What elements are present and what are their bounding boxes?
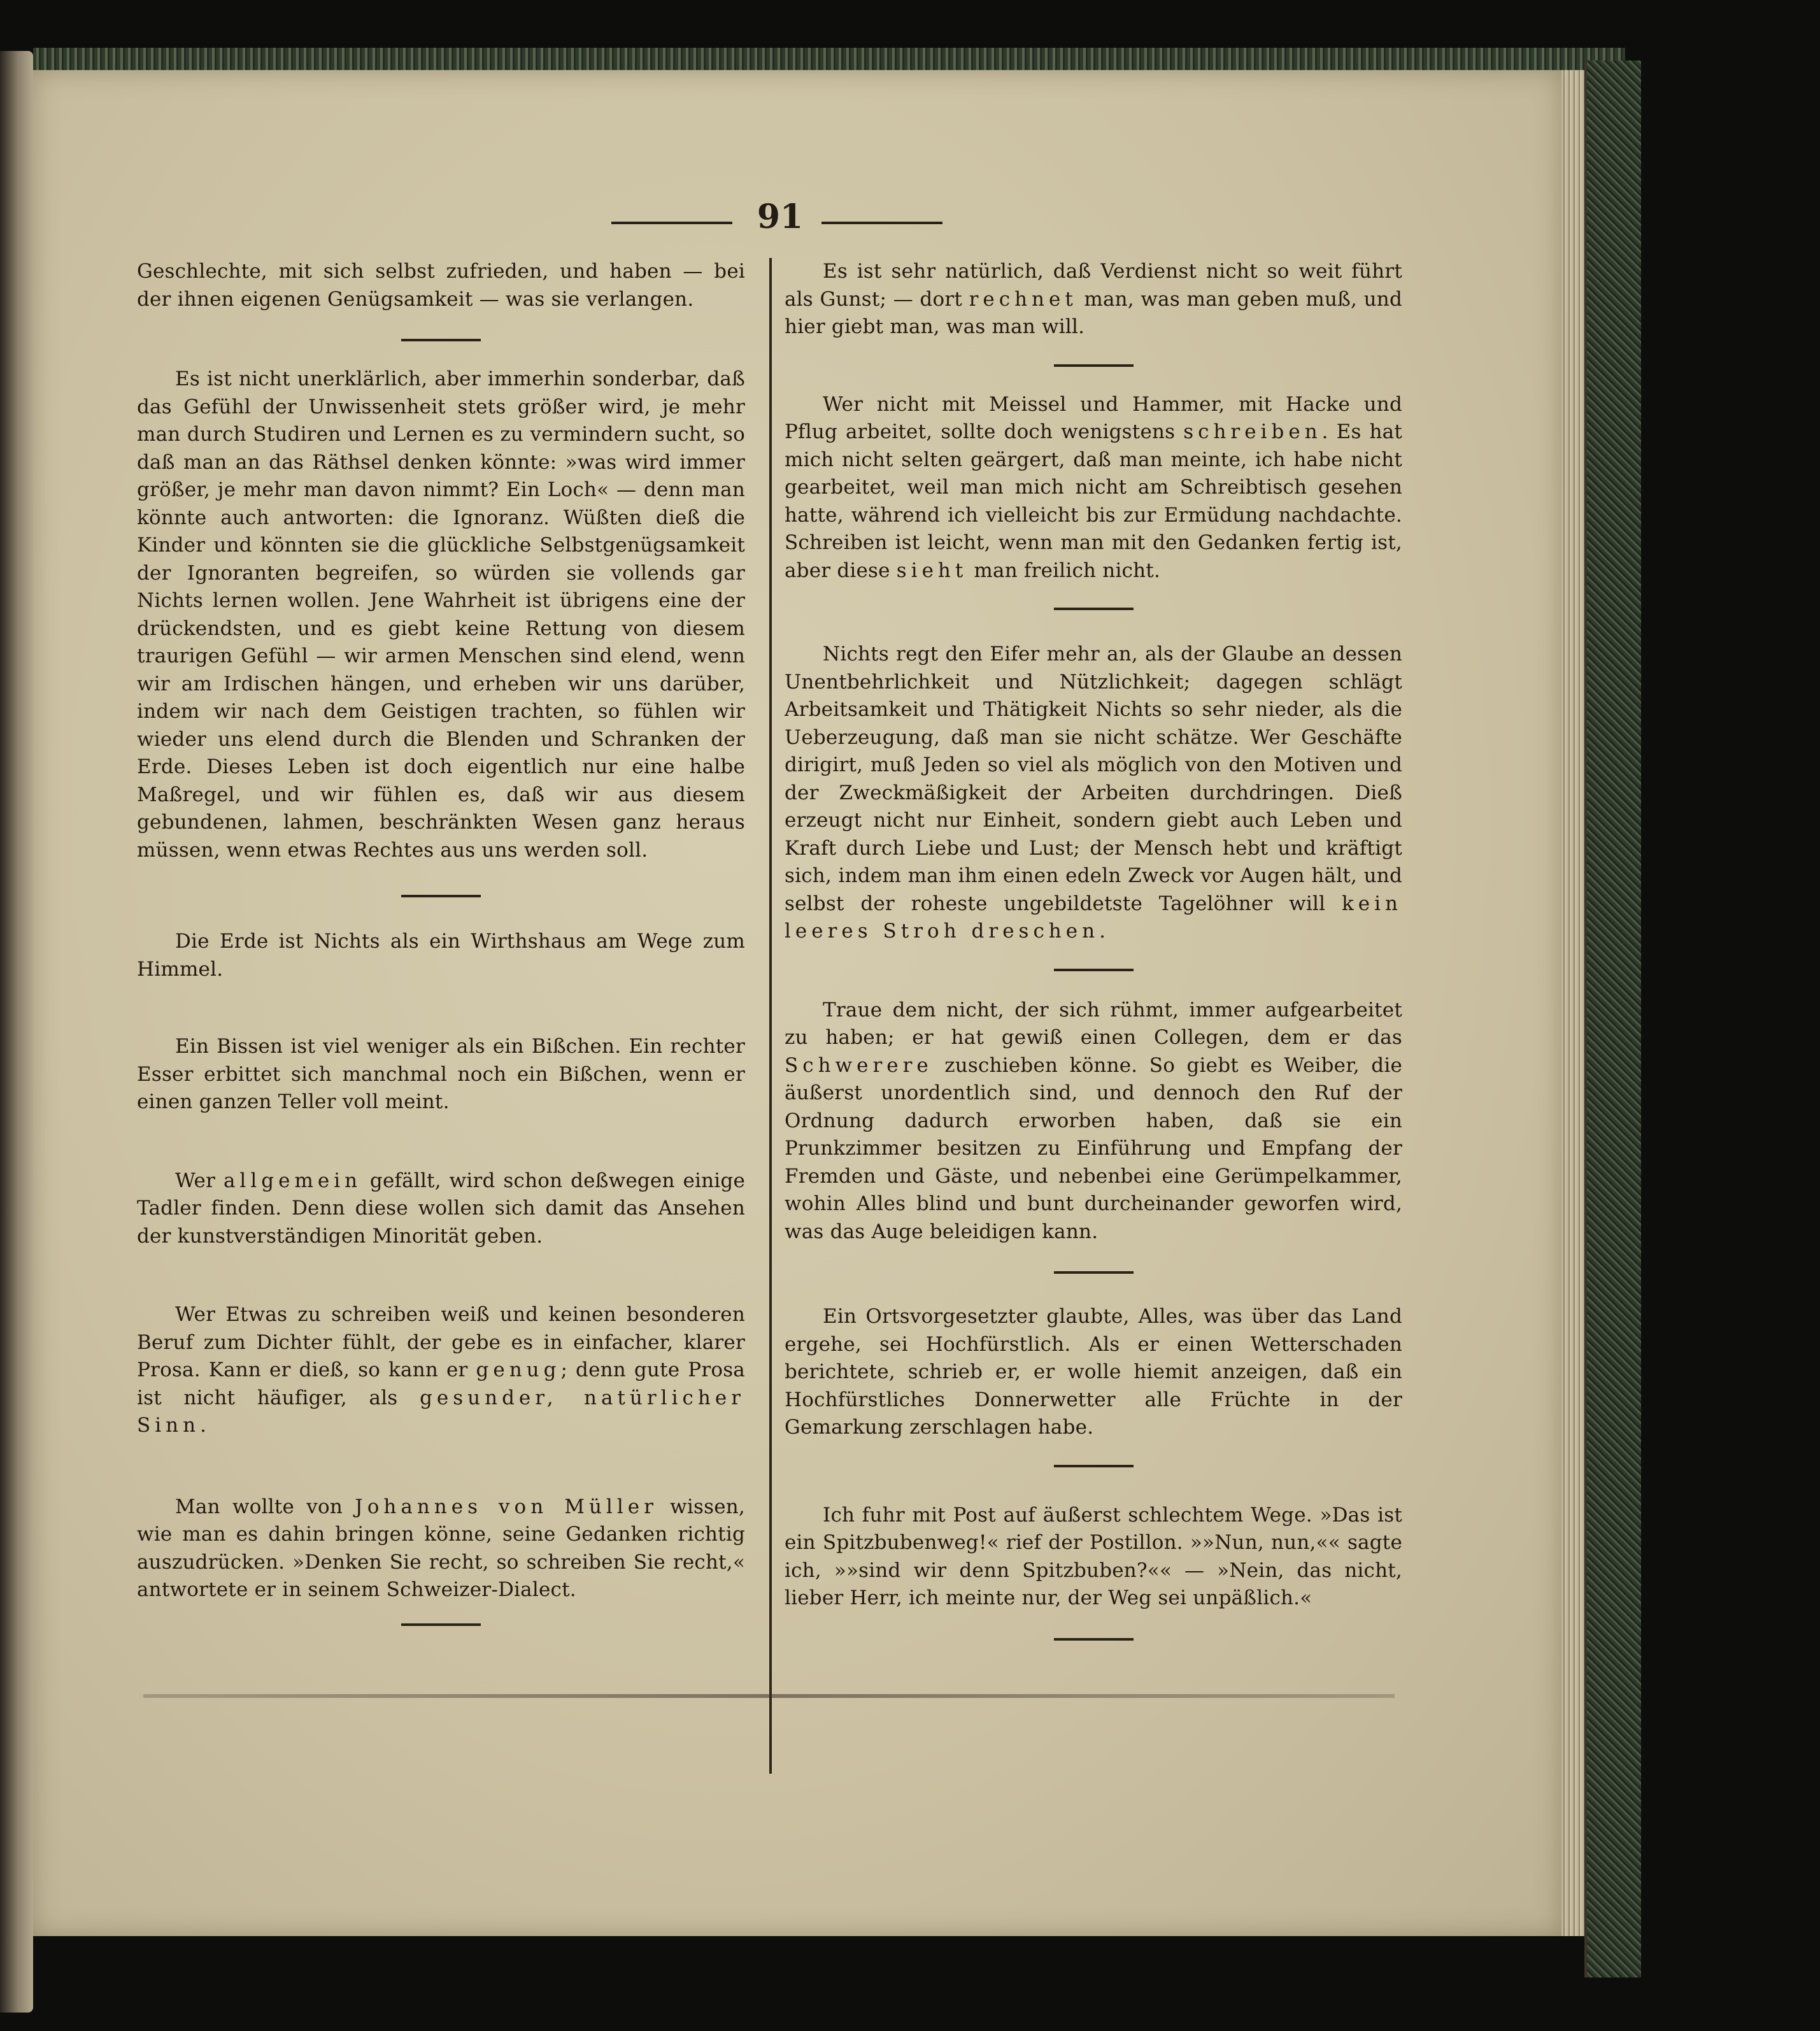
text-run: Wer nicht mit Meissel und Hammer, mit Hacke und Pflug arbeitet, sollte doch wenigstens [785,392,1402,443]
emphasis-text: Schwerere [785,1053,933,1077]
paragraph [137,1493,745,1604]
section-separator [401,1623,481,1626]
emphasis-text: genug [476,1358,561,1381]
paragraph [137,1301,745,1440]
emphasis-text: rechnet [969,287,1077,311]
paragraph: Ein Bissen ist viel weniger als ein Bißchen. Ein rechter Esser erbittet sich manchmal noch ein Bißchen, wenn er einen ganzen Teller voll meint. [137,1035,745,1113]
section-separator [401,895,481,897]
text-run: Man wollte von [175,1495,355,1518]
paragraph [785,391,1402,585]
text-run: Es ist sehr natürlich, daß Verdienst nicht so weit führt als Gunst; — dort [785,260,1402,311]
book-cover-top-edge [33,48,1625,73]
section-separator [1054,608,1134,610]
emphasis-text: sieht [896,559,968,582]
paragraph [137,1167,745,1251]
text-run: Traue dem nicht, der sich rühmt, immer aufgearbeitet zu haben; er hat gewiß einen Collegen, dem er das [785,998,1402,1049]
paragraph [785,258,1402,341]
book-spine [0,51,33,2013]
left-column [137,258,745,1626]
paragraph [785,641,1402,946]
text-run: man, was man geben muß, und hier giebt man, was man will. [785,287,1402,338]
text-run: zuschieben könne. So giebt es Weiber, die äußerst unordentlich sind, und dennoch den Ruf der Ordnung dadurch erworben haben, daß sie ein Prunkzimmer besitzen zu Einführung und Empfang der Fremden und Gäste, und nebenbei eine Gerümpelkammer, wohin Alles blind und bunt durcheinander geworfen wird, was das Auge beleidigen kann. [785,1053,1402,1243]
text-run: . Es hat mich nicht selten geärgert, daß man meinte, ich habe nicht gearbeitet, weil man mich nicht am Schreibtisch gesehen hatte, während ich vielleicht bis zur Ermüdung nachdachte. Schreiben ist leicht, wenn man mit den Gedanken fertig ist, aber diese [785,420,1402,582]
paragraph: Es ist nicht unerklärlich, aber immerhin sonderbar, daß das Gefühl der Unwissenheit stets größer wird, je mehr man durch Studiren und Lernen es zu vermindern sucht, so daß man an das Räthsel denken könnte: »was wird immer größer, je mehr man davon nimmt? Ein Loch« — denn man könnte auch antworten: die Ignoranz. Wüßten dieß die Kinder und könnten sie die glückliche Selbstgenügsamkeit der Ignoranten begreifen, so würden sie vollends gar Nichts lernen wollen. Jene Wahrheit ist übrigens eine der drückendsten, und es giebt keine Rettung von diesem traurigen Gefühl — wir armen Menschen sind elend, wenn wir am Irdischen hängen, und erheben wir uns darüber, indem wir nach dem Geistigen trachten, so fühlen wir wieder uns elend durch die Blenden und Schranken der Erde. Dieses Leben ist doch eigentlich nur eine halbe Maßregel, und wir fühlen es, daß wir aus diesem gebundenen, lahmen, beschränkten Wesen ganz heraus müssen, wenn etwas Rechtes aus uns werden soll. [137,367,745,862]
text-run: . [200,1414,207,1437]
emphasis-text: schreiben [1183,420,1322,443]
book-cover-edge [1584,61,1641,1978]
column-divider [769,258,772,1774]
paragraph [785,997,1402,1246]
paragraph: Geschlechte, mit sich selbst zufrieden, und haben — bei der ihnen eigenen Genügsamkeit — was sie verlangen. [137,260,745,311]
section-separator [1054,969,1134,971]
paragraph: Ich fuhr mit Post auf äußerst schlechtem Wege. »Das ist ein Spitzbubenweg!« rief der Postillon. »»Nun, nun,«« sagte ich, »»sind wir denn Spitzbuben?«« — »Nein, das nicht, lieber Herr, ich meinte nur, der Weg sei unpäßlich.« [785,1503,1402,1609]
text-run: ; denn gute Prosa ist nicht häufiger, als [137,1358,745,1409]
paragraph: Die Erde ist Nichts als ein Wirthshaus am Wege zum Himmel. [137,930,745,981]
bleed-through-rule [143,1694,1395,1698]
text-run: gefällt, wird schon deßwegen einige Tadler finden. Denn diese wollen sich damit das Ansehen der kunstverständigen Minorität geben. [137,1169,746,1248]
page-number: 91 [757,197,804,236]
section-separator [1054,1638,1134,1641]
header-rule-left [611,222,732,224]
emphasis-text: Johannes von Müller [355,1495,658,1518]
section-separator [401,339,481,341]
emphasis-text: gesunder, natürlicher Sinn [137,1386,745,1437]
text-run: Wer [175,1169,224,1192]
section-separator [1054,1465,1134,1467]
text-run: Wer Etwas zu schreiben weiß und keinen besonderen Beruf zum Dichter fühlt, der gebe es in einfacher, klarer Prosa. Kann er dieß, so kann er [137,1303,745,1381]
text-run: Nichts regt den Eifer mehr an, als der Glaube an dessen Unentbehrlichkeit und Nützlichkeit; dagegen schlägt Arbeitsamkeit und Thätigkeit Nichts so sehr nieder, als die Ueberzeugung, daß man sie nicht schätze. Wer Geschäfte dirigirt, muß Jeden so viel als möglich von den Motiven und der Zweckmäßigkeit der Arbeiten durchdringen. Dieß erzeugt nicht nur Einheit, sondern giebt auch Leben und Kraft durch Liebe und Lust; der Mensch hebt und kräftigt sich, indem man ihm einen edeln Zweck vor Augen hält, und selbst der roheste ungebildetste Tagelöhner will [785,643,1402,915]
text-run: wissen, wie man es dahin bringen könne, seine Gedanken richtig auszudrücken. »Denken Sie recht, so schreiben Sie recht,« antwortete er in seinem Schweizer-Dialect. [137,1495,745,1601]
section-separator [1054,364,1134,367]
text-run: man freilich nicht. [967,559,1160,582]
text-run: . [1099,920,1106,943]
page-edges [1561,70,1584,1936]
emphasis-text: kein leeres Stroh dreschen [785,892,1402,943]
right-column [785,258,1402,1641]
page-header [611,197,968,242]
header-rule-right [821,222,942,224]
emphasis-text: allgemein [223,1169,362,1192]
section-separator [1054,1271,1134,1274]
paragraph: Ein Ortsvorgesetzter glaubte, Alles, was über das Land ergehe, sei Hochfürstlich. Als er einen Wetterschaden berichtete, schrieb er, er wolle hiemit anzeigen, daß ein Hochfürstliches Donnerwetter alle Früchte in der Gemarkung zerschlagen habe. [785,1305,1402,1439]
